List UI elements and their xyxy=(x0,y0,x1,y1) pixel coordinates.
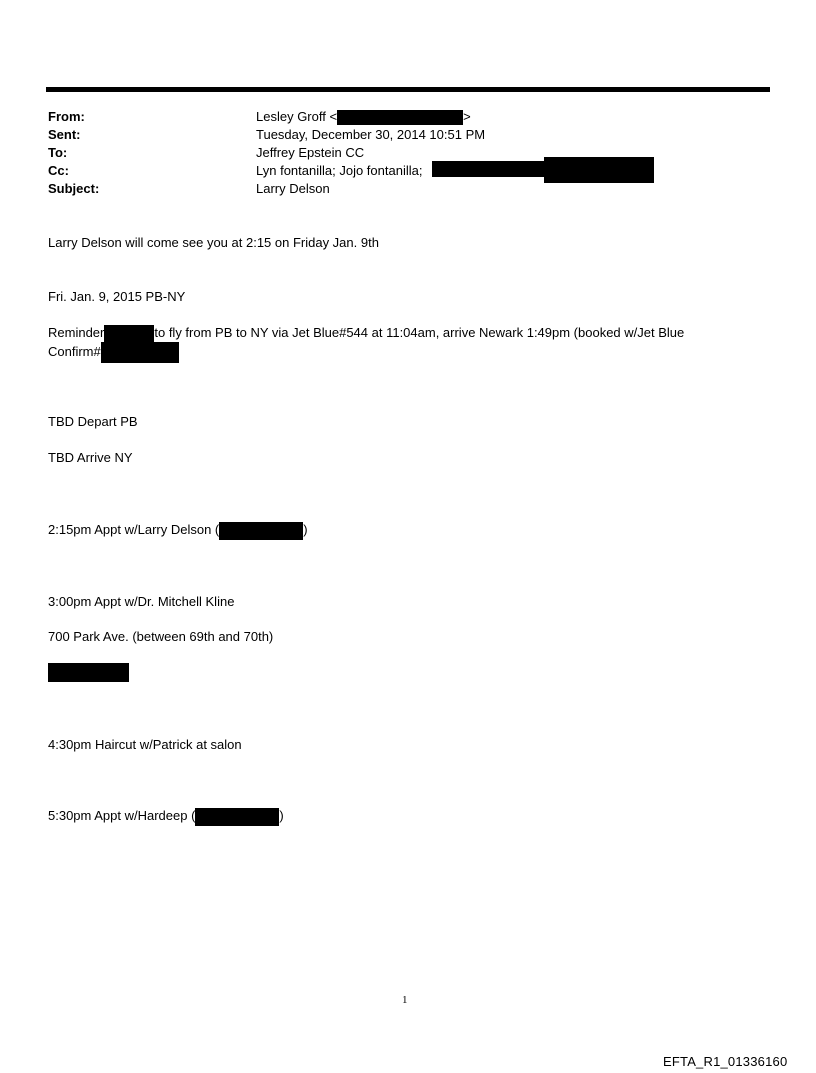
reminder-start: Reminder xyxy=(48,325,105,340)
cc-value xyxy=(256,162,422,180)
cc-label: Cc: xyxy=(48,163,69,178)
redaction-box xyxy=(219,522,303,540)
document-id: EFTA_R1_01336160 xyxy=(663,1054,788,1069)
appt-delson-line xyxy=(48,521,308,540)
redaction-box xyxy=(48,663,129,682)
page-number: 1 xyxy=(402,994,408,1006)
redaction-box xyxy=(195,808,279,826)
appt-hardeep-start: 5:30pm Appt w/Hardeep ( xyxy=(48,808,196,823)
haircut-line: 4:30pm Haircut w/Patrick at salon xyxy=(48,737,242,752)
from-name: Lesley Groff < xyxy=(256,109,338,124)
cc-names: Lyn fontanilla; Jojo fontanilla; xyxy=(256,163,423,178)
body-line-intro: Larry Delson will come see you at 2:15 on Friday Jan. 9th xyxy=(48,235,379,250)
subject-label: Subject: xyxy=(48,181,100,196)
redaction-box xyxy=(337,110,463,125)
from-value xyxy=(256,108,471,126)
reminder-line xyxy=(48,324,684,342)
header-rule xyxy=(46,87,770,92)
date-heading: Fri. Jan. 9, 2015 PB-NY xyxy=(48,289,186,304)
from-close: > xyxy=(463,109,471,124)
redaction-box xyxy=(432,161,544,177)
to-value: Jeffrey Epstein CC xyxy=(256,145,365,160)
redaction-box xyxy=(101,342,179,363)
appt-hardeep-line xyxy=(48,807,284,826)
address-line: 700 Park Ave. (between 69th and 70th) xyxy=(48,629,274,644)
appt-kline-line: 3:00pm Appt w/Dr. Mitchell Kline xyxy=(48,594,235,609)
confirm-label: Confirm# xyxy=(48,343,101,359)
depart-line: TBD Depart PB xyxy=(48,414,138,429)
redaction-box xyxy=(104,325,154,342)
redaction-box xyxy=(544,157,654,183)
appt-delson-end: ) xyxy=(303,522,308,537)
sent-label: Sent: xyxy=(48,127,81,142)
sent-value: Tuesday, December 30, 2014 10:51 PM xyxy=(256,127,486,142)
to-label: To: xyxy=(48,145,68,160)
confirm-line xyxy=(48,342,179,363)
appt-hardeep-end: ) xyxy=(279,808,284,823)
arrive-line: TBD Arrive NY xyxy=(48,450,133,465)
subject-value: Larry Delson xyxy=(256,181,330,196)
from-label: From: xyxy=(48,109,85,124)
appt-delson-start: 2:15pm Appt w/Larry Delson ( xyxy=(48,522,220,537)
reminder-rest: to fly from PB to NY via Jet Blue#544 at 11:04am, arrive Newark 1:49pm (booked w/Jet Blue xyxy=(154,325,685,340)
